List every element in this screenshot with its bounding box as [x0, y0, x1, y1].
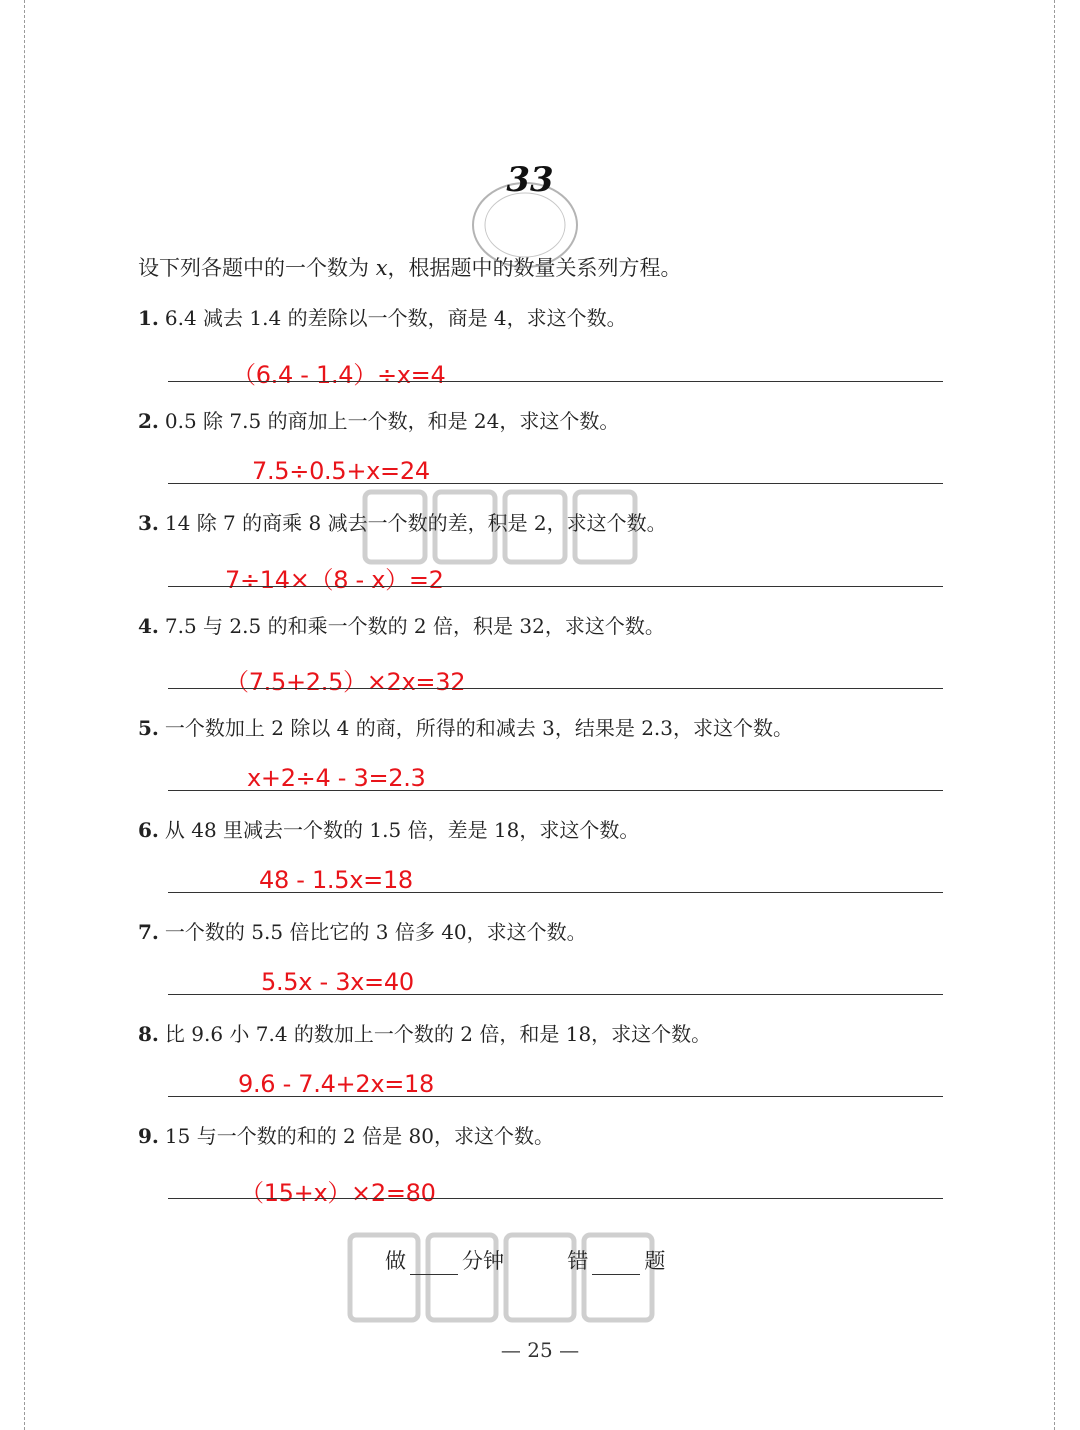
question-6: [138, 814, 639, 843]
question-number: 2.: [138, 409, 159, 433]
question-text: 一个数加上 2 除以 4 的商，所得的和减去 3，结果是 2.3，求这个数。: [164, 716, 794, 740]
question-number: 9.: [138, 1124, 159, 1148]
question-text: 15 与一个数的和的 2 倍是 80，求这个数。: [164, 1124, 554, 1148]
left-margin-dashed-line: [24, 0, 25, 1430]
answer-1: （6.4 - 1.4）÷x=4: [232, 361, 446, 389]
question-number: 3.: [138, 511, 159, 535]
question-number: 4.: [138, 614, 159, 638]
answer-5: x+2÷4 - 3=2.3: [247, 764, 426, 792]
question-text: 从 48 里减去一个数的 1.5 倍，差是 18，求这个数。: [164, 818, 640, 842]
question-text: 0.5 除 7.5 的商加上一个数，和是 24，求这个数。: [164, 409, 620, 433]
answer-line-6: [168, 892, 943, 893]
question-number: 6.: [138, 818, 159, 842]
footer-do: 做: [385, 1249, 406, 1273]
answer-line-3: [168, 586, 943, 587]
answer-2: 7.5÷0.5+x=24: [252, 457, 430, 485]
question-text: 比 9.6 小 7.4 的数加上一个数的 2 倍，和是 18，求这个数。: [164, 1022, 712, 1046]
question-number: 8.: [138, 1022, 159, 1046]
footer-wrong: 错: [567, 1249, 589, 1273]
page-number: — 25 —: [500, 1338, 580, 1362]
answer-line-1: [168, 381, 943, 382]
time-tracker: [385, 1245, 665, 1275]
variable-x: x: [375, 256, 388, 280]
errors-blank[interactable]: [592, 1256, 640, 1275]
answer-4: （7.5+2.5）×2x=32: [225, 668, 466, 696]
minutes-blank[interactable]: [410, 1256, 458, 1275]
answer-line-9: [168, 1198, 943, 1199]
question-text: 14 除 7 的商乘 8 减去一个数的差，积是 2，求这个数。: [164, 511, 667, 535]
lesson-number: 33: [506, 160, 554, 200]
question-1: [138, 302, 627, 331]
watermark-logo-bottom: [340, 1220, 670, 1335]
question-7: [138, 916, 587, 945]
question-number: 7.: [138, 920, 159, 944]
instruction: [138, 252, 682, 282]
answer-3: 7÷14×（8 - x）=2: [225, 566, 444, 594]
answer-line-4: [168, 688, 943, 689]
question-4: [138, 610, 665, 639]
question-number: 5.: [138, 716, 159, 740]
question-text: 7.5 与 2.5 的和乘一个数的 2 倍，积是 32，求这个数。: [164, 614, 665, 638]
footer-minutes: 分钟: [462, 1249, 504, 1273]
question-text: 一个数的 5.5 倍比它的 3 倍多 40，求这个数。: [164, 920, 587, 944]
question-8: [138, 1018, 711, 1047]
instruction-text-before: 设下列各题中的一个数为: [138, 256, 376, 280]
question-9: [138, 1120, 554, 1149]
instruction-text-after: ，根据题中的数量关系列方程。: [387, 256, 682, 280]
question-2: [138, 405, 619, 434]
footer-questions: 题: [644, 1249, 666, 1273]
answer-9: （15+x）×2=80: [240, 1179, 436, 1207]
right-margin-dashed-line: [1054, 0, 1055, 1430]
answer-7: 5.5x - 3x=40: [261, 968, 414, 996]
question-5: [138, 712, 793, 741]
answer-6: 48 - 1.5x=18: [259, 866, 413, 894]
watermark-logo: [355, 480, 655, 575]
answer-line-8: [168, 1096, 943, 1097]
question-text: 6.4 减去 1.4 的差除以一个数，商是 4，求这个数。: [164, 306, 627, 330]
answer-8: 9.6 - 7.4+2x=18: [238, 1070, 434, 1098]
question-number: 1.: [138, 306, 159, 330]
answer-line-5: [168, 790, 943, 791]
answer-line-7: [168, 994, 943, 995]
